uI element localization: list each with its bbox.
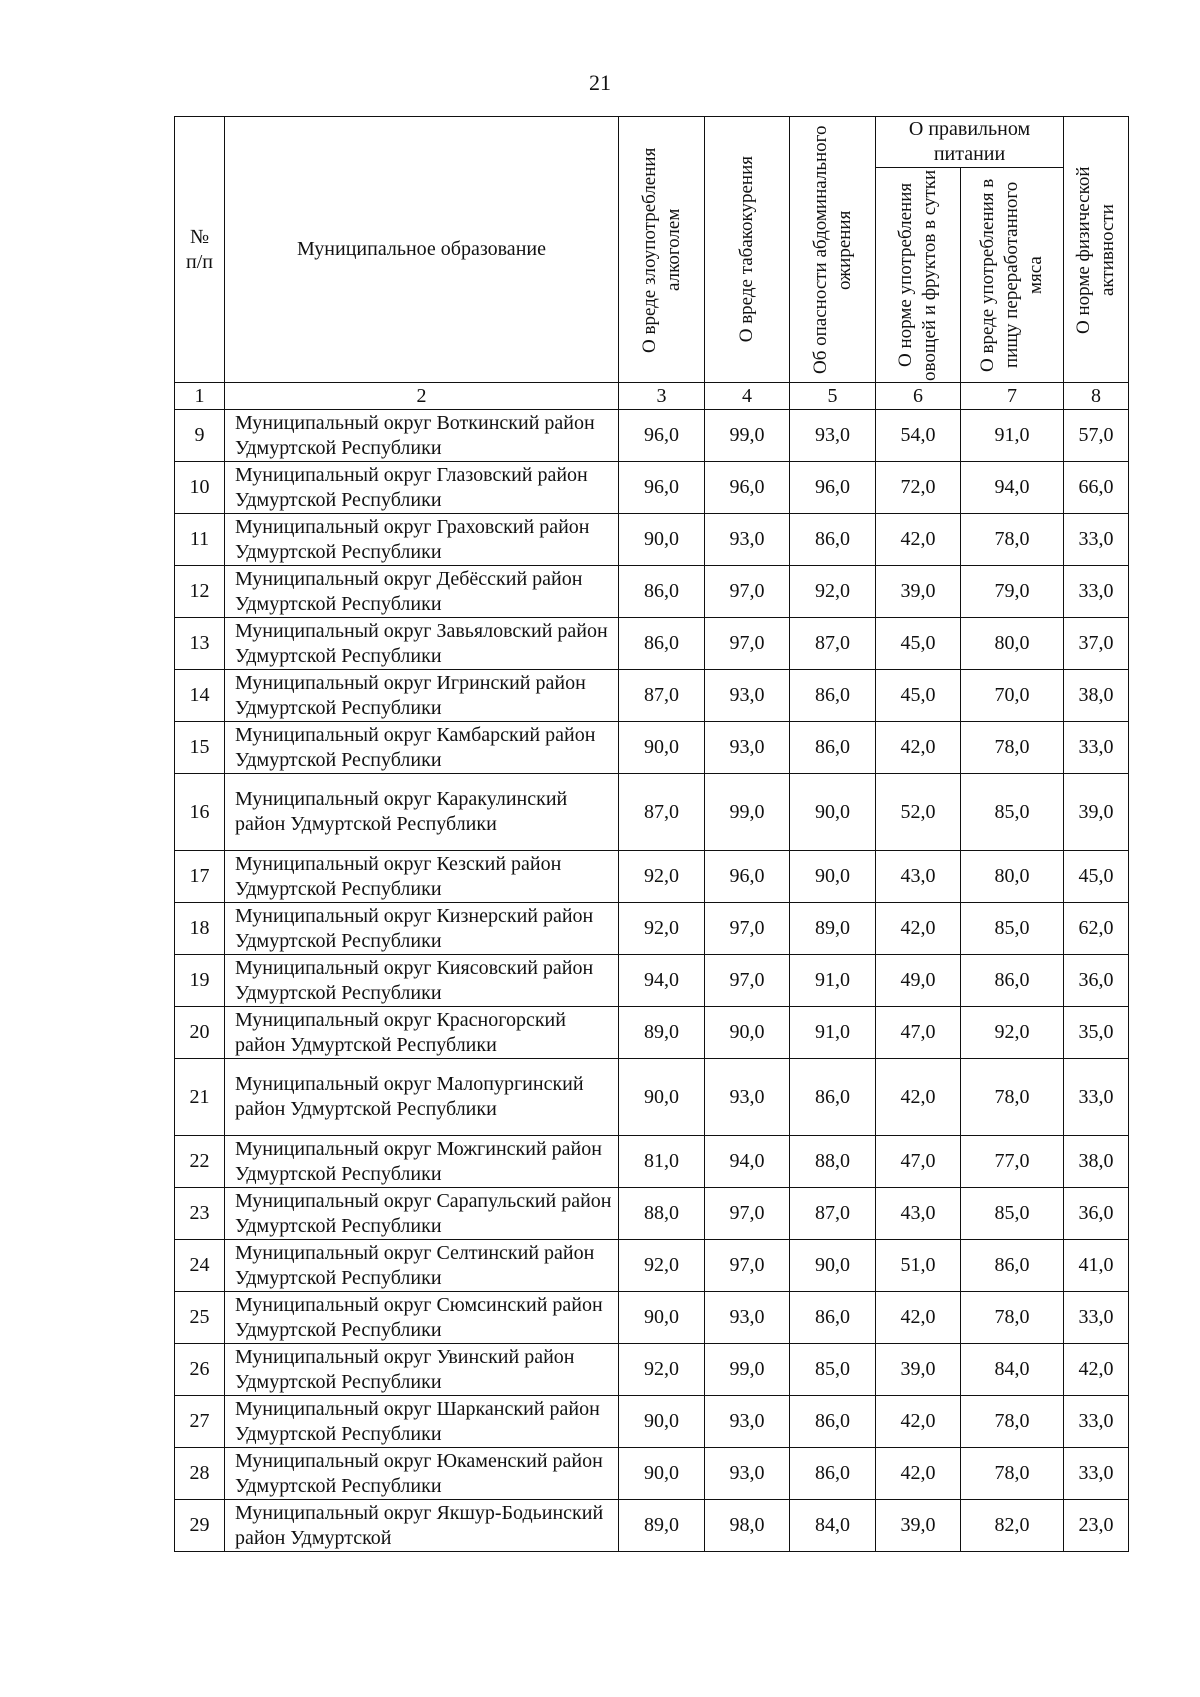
table-row bbox=[175, 566, 1129, 618]
header-vegetables bbox=[876, 168, 961, 383]
table-row bbox=[175, 670, 1129, 722]
table-row bbox=[175, 1448, 1129, 1500]
value-obesity: 86,0 bbox=[790, 1292, 876, 1344]
value-vegetables: 42,0 bbox=[876, 1396, 961, 1448]
municipality-name: Муниципальный округ Граховский район Удмуртской Республики bbox=[225, 514, 619, 566]
table-row bbox=[175, 1344, 1129, 1396]
value-processed-meat: 86,0 bbox=[961, 1240, 1064, 1292]
value-alcohol: 94,0 bbox=[619, 955, 705, 1007]
value-alcohol: 81,0 bbox=[619, 1136, 705, 1188]
table-row bbox=[175, 1188, 1129, 1240]
value-processed-meat: 77,0 bbox=[961, 1136, 1064, 1188]
municipality-name: Муниципальный округ Юкаменский район Удмуртской Республики bbox=[225, 1448, 619, 1500]
value-physical: 38,0 bbox=[1064, 1136, 1129, 1188]
value-tobacco: 93,0 bbox=[705, 670, 790, 722]
value-obesity: 87,0 bbox=[790, 1188, 876, 1240]
value-physical: 39,0 bbox=[1064, 774, 1129, 851]
header-nutrition-group: О правильном питании bbox=[876, 117, 1064, 168]
row-number: 11 bbox=[175, 514, 225, 566]
table-row bbox=[175, 722, 1129, 774]
municipality-name: Муниципальный округ Селтинский район Удмуртской Республики bbox=[225, 1240, 619, 1292]
value-obesity: 86,0 bbox=[790, 670, 876, 722]
municipality-name: Муниципальный округ Глазовский район Удмуртской Республики bbox=[225, 462, 619, 514]
value-alcohol: 92,0 bbox=[619, 1344, 705, 1396]
municipality-name: Муниципальный округ Шарканский район Удмуртской Республики bbox=[225, 1396, 619, 1448]
value-physical: 66,0 bbox=[1064, 462, 1129, 514]
value-vegetables: 39,0 bbox=[876, 1344, 961, 1396]
table-row bbox=[175, 1500, 1129, 1552]
value-physical: 36,0 bbox=[1064, 1188, 1129, 1240]
header-municipality: Муниципальное образование bbox=[225, 117, 619, 383]
value-physical: 33,0 bbox=[1064, 1448, 1129, 1500]
value-vegetables: 45,0 bbox=[876, 618, 961, 670]
value-vegetables: 72,0 bbox=[876, 462, 961, 514]
municipality-name: Муниципальный округ Можгинский район Удмуртской Республики bbox=[225, 1136, 619, 1188]
municipality-name: Муниципальный округ Сюмсинский район Удмуртской Республики bbox=[225, 1292, 619, 1344]
value-vegetables: 49,0 bbox=[876, 955, 961, 1007]
value-physical: 62,0 bbox=[1064, 903, 1129, 955]
value-processed-meat: 78,0 bbox=[961, 1396, 1064, 1448]
header-physical bbox=[1064, 117, 1129, 383]
table-row bbox=[175, 774, 1129, 851]
value-tobacco: 99,0 bbox=[705, 774, 790, 851]
value-vegetables: 42,0 bbox=[876, 903, 961, 955]
value-obesity: 89,0 bbox=[790, 903, 876, 955]
value-physical: 37,0 bbox=[1064, 618, 1129, 670]
value-processed-meat: 85,0 bbox=[961, 774, 1064, 851]
value-alcohol: 86,0 bbox=[619, 618, 705, 670]
value-alcohol: 92,0 bbox=[619, 903, 705, 955]
table-row bbox=[175, 1292, 1129, 1344]
value-obesity: 90,0 bbox=[790, 774, 876, 851]
row-number: 24 bbox=[175, 1240, 225, 1292]
value-vegetables: 42,0 bbox=[876, 1059, 961, 1136]
page-number: 21 bbox=[589, 70, 611, 95]
value-tobacco: 98,0 bbox=[705, 1500, 790, 1552]
value-tobacco: 99,0 bbox=[705, 410, 790, 462]
value-processed-meat: 82,0 bbox=[961, 1500, 1064, 1552]
row-number: 26 bbox=[175, 1344, 225, 1396]
value-physical: 38,0 bbox=[1064, 670, 1129, 722]
value-vegetables: 51,0 bbox=[876, 1240, 961, 1292]
value-physical: 36,0 bbox=[1064, 955, 1129, 1007]
value-tobacco: 93,0 bbox=[705, 1448, 790, 1500]
table-row bbox=[175, 1396, 1129, 1448]
table-row bbox=[175, 618, 1129, 670]
value-vegetables: 52,0 bbox=[876, 774, 961, 851]
header-number: № п/п bbox=[175, 117, 225, 383]
value-alcohol: 87,0 bbox=[619, 774, 705, 851]
value-processed-meat: 85,0 bbox=[961, 903, 1064, 955]
value-physical: 33,0 bbox=[1064, 1292, 1129, 1344]
value-processed-meat: 86,0 bbox=[961, 955, 1064, 1007]
municipality-name: Муниципальный округ Кезский район Удмуртской Республики bbox=[225, 851, 619, 903]
row-number: 20 bbox=[175, 1007, 225, 1059]
value-tobacco: 93,0 bbox=[705, 1292, 790, 1344]
value-obesity: 86,0 bbox=[790, 722, 876, 774]
municipality-name: Муниципальный округ Игринский район Удмуртской Республики bbox=[225, 670, 619, 722]
value-tobacco: 97,0 bbox=[705, 618, 790, 670]
value-tobacco: 97,0 bbox=[705, 1188, 790, 1240]
value-obesity: 86,0 bbox=[790, 1059, 876, 1136]
row-number: 29 bbox=[175, 1500, 225, 1552]
value-processed-meat: 78,0 bbox=[961, 722, 1064, 774]
value-alcohol: 90,0 bbox=[619, 722, 705, 774]
column-index: 8 bbox=[1064, 383, 1129, 410]
value-alcohol: 88,0 bbox=[619, 1188, 705, 1240]
municipality-name: Муниципальный округ Увинский район Удмуртской Республики bbox=[225, 1344, 619, 1396]
value-processed-meat: 78,0 bbox=[961, 1292, 1064, 1344]
table-row bbox=[175, 1059, 1129, 1136]
value-tobacco: 97,0 bbox=[705, 955, 790, 1007]
row-number: 28 bbox=[175, 1448, 225, 1500]
value-obesity: 90,0 bbox=[790, 851, 876, 903]
header-processed-meat bbox=[961, 168, 1064, 383]
value-tobacco: 96,0 bbox=[705, 851, 790, 903]
value-alcohol: 92,0 bbox=[619, 851, 705, 903]
value-processed-meat: 79,0 bbox=[961, 566, 1064, 618]
header-obesity-label: Об опасности абдоминального ожирения bbox=[809, 125, 855, 374]
municipality-name: Муниципальный округ Кизнерский район Удмуртской Республики bbox=[225, 903, 619, 955]
column-index: 6 bbox=[876, 383, 961, 410]
value-vegetables: 42,0 bbox=[876, 1292, 961, 1344]
value-obesity: 86,0 bbox=[790, 514, 876, 566]
value-alcohol: 96,0 bbox=[619, 462, 705, 514]
value-physical: 57,0 bbox=[1064, 410, 1129, 462]
column-index: 4 bbox=[705, 383, 790, 410]
value-tobacco: 94,0 bbox=[705, 1136, 790, 1188]
header-processed-meat-label: О вреде употребления в пищу переработанного мяса bbox=[977, 178, 1046, 372]
header-vegetables-label: О норме употребления овощей и фруктов в сутки bbox=[895, 169, 940, 381]
municipality-name: Муниципальный округ Камбарский район Удмуртской Республики bbox=[225, 722, 619, 774]
table-row bbox=[175, 462, 1129, 514]
value-processed-meat: 91,0 bbox=[961, 410, 1064, 462]
municipality-name: Муниципальный округ Красногорский район Удмуртской Республики bbox=[225, 1007, 619, 1059]
value-obesity: 92,0 bbox=[790, 566, 876, 618]
header-alcohol-label: О вреде злоупотребления алкоголем bbox=[638, 146, 684, 353]
row-number: 9 bbox=[175, 410, 225, 462]
value-obesity: 91,0 bbox=[790, 955, 876, 1007]
value-alcohol: 89,0 bbox=[619, 1007, 705, 1059]
value-vegetables: 54,0 bbox=[876, 410, 961, 462]
value-alcohol: 90,0 bbox=[619, 1396, 705, 1448]
municipality-name: Муниципальный округ Якшур-Бодьинский район Удмуртской bbox=[225, 1500, 619, 1552]
value-tobacco: 93,0 bbox=[705, 1059, 790, 1136]
value-physical: 33,0 bbox=[1064, 722, 1129, 774]
header-alcohol bbox=[619, 117, 705, 383]
value-physical: 33,0 bbox=[1064, 566, 1129, 618]
municipality-name: Муниципальный округ Сарапульский район Удмуртской Республики bbox=[225, 1188, 619, 1240]
value-obesity: 96,0 bbox=[790, 462, 876, 514]
value-tobacco: 99,0 bbox=[705, 1344, 790, 1396]
value-physical: 33,0 bbox=[1064, 1396, 1129, 1448]
municipality-name: Муниципальный округ Киясовский район Удмуртской Республики bbox=[225, 955, 619, 1007]
value-physical: 35,0 bbox=[1064, 1007, 1129, 1059]
value-obesity: 91,0 bbox=[790, 1007, 876, 1059]
row-number: 17 bbox=[175, 851, 225, 903]
municipality-name: Муниципальный округ Каракулинский район Удмуртской Республики bbox=[225, 774, 619, 851]
value-obesity: 90,0 bbox=[790, 1240, 876, 1292]
value-tobacco: 93,0 bbox=[705, 1396, 790, 1448]
value-processed-meat: 92,0 bbox=[961, 1007, 1064, 1059]
value-obesity: 86,0 bbox=[790, 1396, 876, 1448]
row-number: 14 bbox=[175, 670, 225, 722]
table-row bbox=[175, 955, 1129, 1007]
value-physical: 45,0 bbox=[1064, 851, 1129, 903]
value-obesity: 84,0 bbox=[790, 1500, 876, 1552]
municipality-name: Муниципальный округ Завьяловский район Удмуртской Республики bbox=[225, 618, 619, 670]
value-vegetables: 42,0 bbox=[876, 1448, 961, 1500]
table-row bbox=[175, 1136, 1129, 1188]
value-physical: 42,0 bbox=[1064, 1344, 1129, 1396]
value-vegetables: 47,0 bbox=[876, 1136, 961, 1188]
value-processed-meat: 78,0 bbox=[961, 1448, 1064, 1500]
value-alcohol: 87,0 bbox=[619, 670, 705, 722]
row-number: 15 bbox=[175, 722, 225, 774]
value-obesity: 93,0 bbox=[790, 410, 876, 462]
row-number: 19 bbox=[175, 955, 225, 1007]
value-obesity: 88,0 bbox=[790, 1136, 876, 1188]
value-processed-meat: 85,0 bbox=[961, 1188, 1064, 1240]
value-processed-meat: 84,0 bbox=[961, 1344, 1064, 1396]
municipality-name: Муниципальный округ Малопургинский район Удмуртской Республики bbox=[225, 1059, 619, 1136]
value-obesity: 85,0 bbox=[790, 1344, 876, 1396]
value-vegetables: 42,0 bbox=[876, 722, 961, 774]
value-physical: 33,0 bbox=[1064, 514, 1129, 566]
row-number: 18 bbox=[175, 903, 225, 955]
value-obesity: 86,0 bbox=[790, 1448, 876, 1500]
value-processed-meat: 80,0 bbox=[961, 618, 1064, 670]
column-index: 5 bbox=[790, 383, 876, 410]
column-index: 3 bbox=[619, 383, 705, 410]
row-number: 16 bbox=[175, 774, 225, 851]
header-obesity bbox=[790, 117, 876, 383]
value-alcohol: 92,0 bbox=[619, 1240, 705, 1292]
value-alcohol: 90,0 bbox=[619, 1448, 705, 1500]
row-number: 10 bbox=[175, 462, 225, 514]
value-processed-meat: 78,0 bbox=[961, 1059, 1064, 1136]
column-index: 1 bbox=[175, 383, 225, 410]
value-alcohol: 89,0 bbox=[619, 1500, 705, 1552]
header-physical-label: О норме физической активности bbox=[1073, 165, 1119, 334]
value-obesity: 87,0 bbox=[790, 618, 876, 670]
value-vegetables: 47,0 bbox=[876, 1007, 961, 1059]
value-vegetables: 39,0 bbox=[876, 566, 961, 618]
value-alcohol: 86,0 bbox=[619, 566, 705, 618]
value-alcohol: 90,0 bbox=[619, 1292, 705, 1344]
survey-results-table bbox=[174, 116, 1129, 1552]
table-row bbox=[175, 1240, 1129, 1292]
value-vegetables: 43,0 bbox=[876, 851, 961, 903]
municipality-name: Муниципальный округ Воткинский район Удмуртской Республики bbox=[225, 410, 619, 462]
value-tobacco: 93,0 bbox=[705, 722, 790, 774]
value-tobacco: 97,0 bbox=[705, 566, 790, 618]
value-vegetables: 45,0 bbox=[876, 670, 961, 722]
value-processed-meat: 94,0 bbox=[961, 462, 1064, 514]
table-row bbox=[175, 903, 1129, 955]
row-number: 23 bbox=[175, 1188, 225, 1240]
value-tobacco: 97,0 bbox=[705, 1240, 790, 1292]
header-row bbox=[175, 117, 1129, 168]
header-tobacco-label: О вреде табакокурения bbox=[736, 156, 757, 343]
value-alcohol: 96,0 bbox=[619, 410, 705, 462]
value-tobacco: 96,0 bbox=[705, 462, 790, 514]
column-index: 2 bbox=[225, 383, 619, 410]
value-processed-meat: 70,0 bbox=[961, 670, 1064, 722]
table-row bbox=[175, 514, 1129, 566]
column-index: 7 bbox=[961, 383, 1064, 410]
value-vegetables: 43,0 bbox=[876, 1188, 961, 1240]
value-vegetables: 42,0 bbox=[876, 514, 961, 566]
value-alcohol: 90,0 bbox=[619, 1059, 705, 1136]
value-tobacco: 90,0 bbox=[705, 1007, 790, 1059]
value-alcohol: 90,0 bbox=[619, 514, 705, 566]
value-physical: 33,0 bbox=[1064, 1059, 1129, 1136]
value-processed-meat: 78,0 bbox=[961, 514, 1064, 566]
row-number: 21 bbox=[175, 1059, 225, 1136]
header-tobacco bbox=[705, 117, 790, 383]
row-number: 27 bbox=[175, 1396, 225, 1448]
table-row bbox=[175, 1007, 1129, 1059]
table-row bbox=[175, 851, 1129, 903]
value-vegetables: 39,0 bbox=[876, 1500, 961, 1552]
value-physical: 23,0 bbox=[1064, 1500, 1129, 1552]
row-number: 12 bbox=[175, 566, 225, 618]
row-number: 13 bbox=[175, 618, 225, 670]
value-tobacco: 97,0 bbox=[705, 903, 790, 955]
value-physical: 41,0 bbox=[1064, 1240, 1129, 1292]
municipality-name: Муниципальный округ Дебёсский район Удмуртской Республики bbox=[225, 566, 619, 618]
value-tobacco: 93,0 bbox=[705, 514, 790, 566]
row-number: 22 bbox=[175, 1136, 225, 1188]
value-processed-meat: 80,0 bbox=[961, 851, 1064, 903]
table-row bbox=[175, 410, 1129, 462]
column-index-row bbox=[175, 383, 1129, 410]
row-number: 25 bbox=[175, 1292, 225, 1344]
